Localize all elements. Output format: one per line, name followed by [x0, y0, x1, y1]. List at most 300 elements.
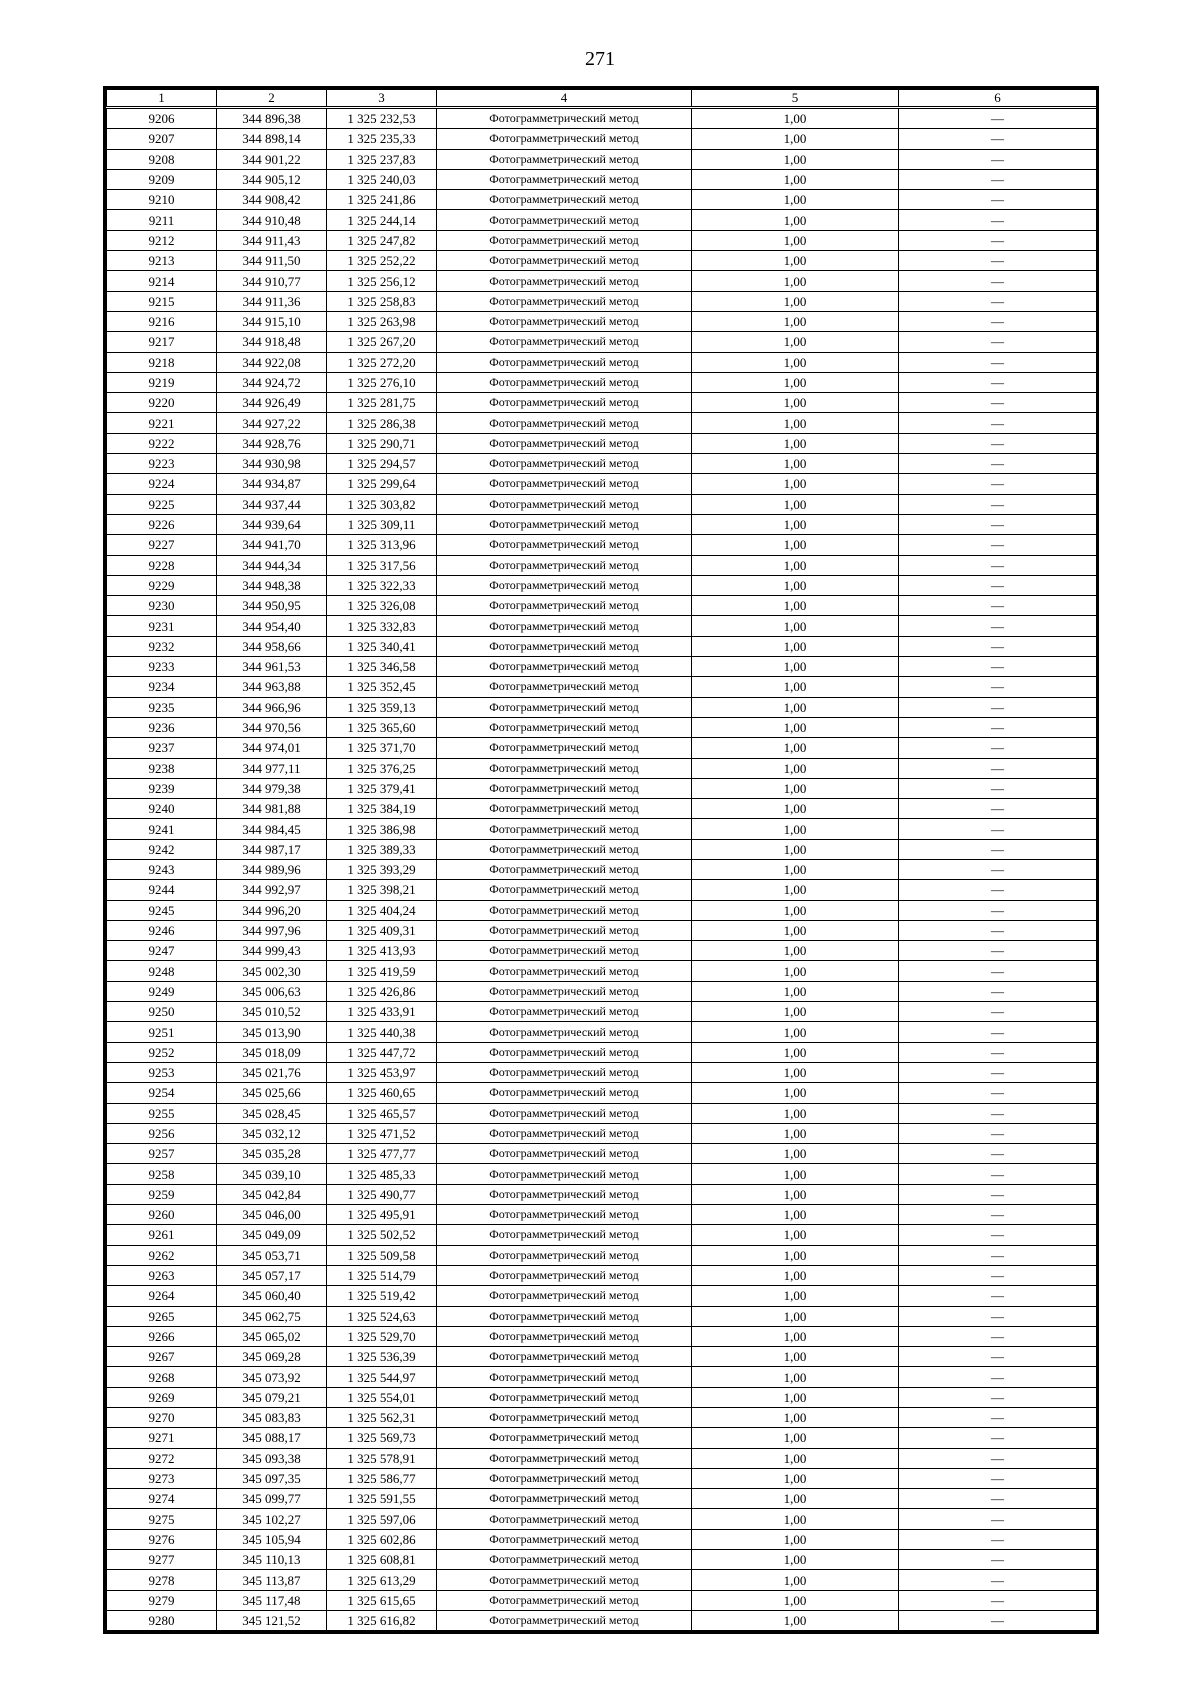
- y-coordinate-cell: 1 325 258,83: [327, 291, 437, 311]
- x-coordinate-cell: 344 966,96: [217, 697, 327, 717]
- point-number-cell: 9258: [107, 1164, 217, 1184]
- point-number-cell: 9242: [107, 839, 217, 859]
- accuracy-cell: 1,00: [692, 108, 899, 129]
- note-cell: —: [899, 1022, 1097, 1042]
- point-number-cell: 9220: [107, 393, 217, 413]
- note-cell: —: [899, 1550, 1097, 1570]
- x-coordinate-cell: 344 958,66: [217, 636, 327, 656]
- accuracy-cell: 1,00: [692, 1225, 899, 1245]
- point-number-cell: 9260: [107, 1205, 217, 1225]
- note-cell: —: [899, 657, 1097, 677]
- method-cell: Фотограмметрический метод: [437, 311, 692, 331]
- note-cell: —: [899, 1245, 1097, 1265]
- point-number-cell: 9240: [107, 799, 217, 819]
- x-coordinate-cell: 344 939,64: [217, 514, 327, 534]
- x-coordinate-cell: 345 035,28: [217, 1144, 327, 1164]
- method-cell: Фотограмметрический метод: [437, 291, 692, 311]
- y-coordinate-cell: 1 325 447,72: [327, 1042, 437, 1062]
- x-coordinate-cell: 344 963,88: [217, 677, 327, 697]
- method-cell: Фотограмметрический метод: [437, 1042, 692, 1062]
- method-cell: Фотограмметрический метод: [437, 1570, 692, 1590]
- x-coordinate-cell: 345 018,09: [217, 1042, 327, 1062]
- method-cell: Фотограмметрический метод: [437, 555, 692, 575]
- accuracy-cell: 1,00: [692, 311, 899, 331]
- table-row: [107, 251, 1097, 271]
- accuracy-cell: 1,00: [692, 210, 899, 230]
- point-number-cell: 9206: [107, 108, 217, 129]
- point-number-cell: 9234: [107, 677, 217, 697]
- table-row: [107, 575, 1097, 595]
- point-number-cell: 9208: [107, 149, 217, 169]
- x-coordinate-cell: 344 911,43: [217, 230, 327, 250]
- note-cell: —: [899, 616, 1097, 636]
- point-number-cell: 9266: [107, 1326, 217, 1346]
- x-coordinate-cell: 344 954,40: [217, 616, 327, 636]
- table-row: [107, 1387, 1097, 1407]
- x-coordinate-cell: 345 117,48: [217, 1590, 327, 1610]
- method-cell: Фотограмметрический метод: [437, 900, 692, 920]
- method-cell: Фотограмметрический метод: [437, 230, 692, 250]
- table-row: [107, 149, 1097, 169]
- x-coordinate-cell: 344 974,01: [217, 738, 327, 758]
- method-cell: Фотограмметрический метод: [437, 149, 692, 169]
- table-row: [107, 636, 1097, 656]
- coordinates-table: [106, 89, 1097, 1631]
- y-coordinate-cell: 1 325 299,64: [327, 474, 437, 494]
- y-coordinate-cell: 1 325 616,82: [327, 1610, 437, 1630]
- method-cell: Фотограмметрический метод: [437, 1164, 692, 1184]
- point-number-cell: 9238: [107, 758, 217, 778]
- x-coordinate-cell: 344 901,22: [217, 149, 327, 169]
- accuracy-cell: 1,00: [692, 413, 899, 433]
- table-row: [107, 1265, 1097, 1285]
- column-header: 1: [107, 90, 217, 108]
- method-cell: Фотограмметрический метод: [437, 920, 692, 940]
- accuracy-cell: 1,00: [692, 1306, 899, 1326]
- table-row: [107, 1448, 1097, 1468]
- x-coordinate-cell: 345 021,76: [217, 1062, 327, 1082]
- point-number-cell: 9246: [107, 920, 217, 940]
- point-number-cell: 9219: [107, 372, 217, 392]
- x-coordinate-cell: 344 970,56: [217, 717, 327, 737]
- accuracy-cell: 1,00: [692, 1509, 899, 1529]
- method-cell: Фотограмметрический метод: [437, 251, 692, 271]
- x-coordinate-cell: 345 110,13: [217, 1550, 327, 1570]
- note-cell: —: [899, 1610, 1097, 1630]
- table-row: [107, 1468, 1097, 1488]
- point-number-cell: 9257: [107, 1144, 217, 1164]
- accuracy-cell: 1,00: [692, 372, 899, 392]
- point-number-cell: 9221: [107, 413, 217, 433]
- method-cell: Фотограмметрический метод: [437, 738, 692, 758]
- column-header: 3: [327, 90, 437, 108]
- point-number-cell: 9253: [107, 1062, 217, 1082]
- y-coordinate-cell: 1 325 419,59: [327, 961, 437, 981]
- table-row: [107, 941, 1097, 961]
- y-coordinate-cell: 1 325 386,98: [327, 819, 437, 839]
- y-coordinate-cell: 1 325 519,42: [327, 1286, 437, 1306]
- y-coordinate-cell: 1 325 365,60: [327, 717, 437, 737]
- table-row: [107, 738, 1097, 758]
- table-row: [107, 474, 1097, 494]
- accuracy-cell: 1,00: [692, 941, 899, 961]
- table-row: [107, 454, 1097, 474]
- column-header: 5: [692, 90, 899, 108]
- y-coordinate-cell: 1 325 272,20: [327, 352, 437, 372]
- x-coordinate-cell: 344 898,14: [217, 129, 327, 149]
- point-number-cell: 9239: [107, 778, 217, 798]
- x-coordinate-cell: 345 065,02: [217, 1326, 327, 1346]
- column-header: 2: [217, 90, 327, 108]
- point-number-cell: 9243: [107, 859, 217, 879]
- method-cell: Фотограмметрический метод: [437, 1184, 692, 1204]
- accuracy-cell: 1,00: [692, 1590, 899, 1610]
- accuracy-cell: 1,00: [692, 596, 899, 616]
- x-coordinate-cell: 344 915,10: [217, 311, 327, 331]
- y-coordinate-cell: 1 325 426,86: [327, 981, 437, 1001]
- y-coordinate-cell: 1 325 317,56: [327, 555, 437, 575]
- method-cell: Фотограмметрический метод: [437, 352, 692, 372]
- y-coordinate-cell: 1 325 286,38: [327, 413, 437, 433]
- y-coordinate-cell: 1 325 597,06: [327, 1509, 437, 1529]
- note-cell: —: [899, 1144, 1097, 1164]
- x-coordinate-cell: 344 924,72: [217, 372, 327, 392]
- method-cell: Фотограмметрический метод: [437, 616, 692, 636]
- note-cell: —: [899, 758, 1097, 778]
- method-cell: Фотограмметрический метод: [437, 1083, 692, 1103]
- x-coordinate-cell: 344 997,96: [217, 920, 327, 940]
- table-row: [107, 1367, 1097, 1387]
- point-number-cell: 9274: [107, 1489, 217, 1509]
- table-row: [107, 1184, 1097, 1204]
- point-number-cell: 9278: [107, 1570, 217, 1590]
- point-number-cell: 9247: [107, 941, 217, 961]
- method-cell: Фотограмметрический метод: [437, 1489, 692, 1509]
- point-number-cell: 9261: [107, 1225, 217, 1245]
- accuracy-cell: 1,00: [692, 697, 899, 717]
- accuracy-cell: 1,00: [692, 514, 899, 534]
- note-cell: —: [899, 393, 1097, 413]
- note-cell: —: [899, 1408, 1097, 1428]
- note-cell: —: [899, 596, 1097, 616]
- point-number-cell: 9212: [107, 230, 217, 250]
- y-coordinate-cell: 1 325 613,29: [327, 1570, 437, 1590]
- method-cell: Фотограмметрический метод: [437, 169, 692, 189]
- note-cell: —: [899, 555, 1097, 575]
- y-coordinate-cell: 1 325 352,45: [327, 677, 437, 697]
- accuracy-cell: 1,00: [692, 575, 899, 595]
- x-coordinate-cell: 345 093,38: [217, 1448, 327, 1468]
- table-row: [107, 393, 1097, 413]
- x-coordinate-cell: 344 910,77: [217, 271, 327, 291]
- method-cell: Фотограмметрический метод: [437, 799, 692, 819]
- point-number-cell: 9216: [107, 311, 217, 331]
- table-row: [107, 413, 1097, 433]
- accuracy-cell: 1,00: [692, 1428, 899, 1448]
- table-row: [107, 514, 1097, 534]
- method-cell: Фотограмметрический метод: [437, 433, 692, 453]
- page-number: 271: [585, 48, 615, 70]
- x-coordinate-cell: 345 121,52: [217, 1610, 327, 1630]
- note-cell: —: [899, 251, 1097, 271]
- point-number-cell: 9270: [107, 1408, 217, 1428]
- note-cell: —: [899, 697, 1097, 717]
- point-number-cell: 9263: [107, 1265, 217, 1285]
- accuracy-cell: 1,00: [692, 677, 899, 697]
- table-row: [107, 657, 1097, 677]
- table-header-row: [107, 90, 1097, 108]
- accuracy-cell: 1,00: [692, 129, 899, 149]
- method-cell: Фотограмметрический метод: [437, 1529, 692, 1549]
- method-cell: Фотограмметрический метод: [437, 1022, 692, 1042]
- note-cell: —: [899, 778, 1097, 798]
- table-row: [107, 799, 1097, 819]
- y-coordinate-cell: 1 325 569,73: [327, 1428, 437, 1448]
- point-number-cell: 9222: [107, 433, 217, 453]
- y-coordinate-cell: 1 325 591,55: [327, 1489, 437, 1509]
- accuracy-cell: 1,00: [692, 778, 899, 798]
- y-coordinate-cell: 1 325 440,38: [327, 1022, 437, 1042]
- point-number-cell: 9215: [107, 291, 217, 311]
- note-cell: —: [899, 900, 1097, 920]
- accuracy-cell: 1,00: [692, 1347, 899, 1367]
- accuracy-cell: 1,00: [692, 271, 899, 291]
- point-number-cell: 9210: [107, 190, 217, 210]
- y-coordinate-cell: 1 325 303,82: [327, 494, 437, 514]
- x-coordinate-cell: 344 996,20: [217, 900, 327, 920]
- method-cell: Фотограмметрический метод: [437, 859, 692, 879]
- y-coordinate-cell: 1 325 524,63: [327, 1306, 437, 1326]
- y-coordinate-cell: 1 325 263,98: [327, 311, 437, 331]
- y-coordinate-cell: 1 325 586,77: [327, 1468, 437, 1488]
- method-cell: Фотограмметрический метод: [437, 677, 692, 697]
- method-cell: Фотограмметрический метод: [437, 1144, 692, 1164]
- accuracy-cell: 1,00: [692, 1002, 899, 1022]
- accuracy-cell: 1,00: [692, 819, 899, 839]
- table-row: [107, 616, 1097, 636]
- x-coordinate-cell: 344 941,70: [217, 535, 327, 555]
- note-cell: —: [899, 1042, 1097, 1062]
- x-coordinate-cell: 345 113,87: [217, 1570, 327, 1590]
- method-cell: Фотограмметрический метод: [437, 1347, 692, 1367]
- accuracy-cell: 1,00: [692, 251, 899, 271]
- note-cell: —: [899, 738, 1097, 758]
- note-cell: —: [899, 1448, 1097, 1468]
- method-cell: Фотограмметрический метод: [437, 1509, 692, 1529]
- y-coordinate-cell: 1 325 615,65: [327, 1590, 437, 1610]
- note-cell: —: [899, 1387, 1097, 1407]
- accuracy-cell: 1,00: [692, 1529, 899, 1549]
- accuracy-cell: 1,00: [692, 717, 899, 737]
- y-coordinate-cell: 1 325 247,82: [327, 230, 437, 250]
- point-number-cell: 9280: [107, 1610, 217, 1630]
- table-row: [107, 758, 1097, 778]
- y-coordinate-cell: 1 325 267,20: [327, 332, 437, 352]
- x-coordinate-cell: 344 927,22: [217, 413, 327, 433]
- table-row: [107, 981, 1097, 1001]
- accuracy-cell: 1,00: [692, 616, 899, 636]
- y-coordinate-cell: 1 325 608,81: [327, 1550, 437, 1570]
- point-number-cell: 9249: [107, 981, 217, 1001]
- accuracy-cell: 1,00: [692, 859, 899, 879]
- note-cell: —: [899, 1123, 1097, 1143]
- point-number-cell: 9275: [107, 1509, 217, 1529]
- y-coordinate-cell: 1 325 359,13: [327, 697, 437, 717]
- point-number-cell: 9269: [107, 1387, 217, 1407]
- y-coordinate-cell: 1 325 554,01: [327, 1387, 437, 1407]
- accuracy-cell: 1,00: [692, 1103, 899, 1123]
- accuracy-cell: 1,00: [692, 657, 899, 677]
- note-cell: —: [899, 636, 1097, 656]
- point-number-cell: 9251: [107, 1022, 217, 1042]
- table-row: [107, 697, 1097, 717]
- point-number-cell: 9235: [107, 697, 217, 717]
- method-cell: Фотограмметрический метод: [437, 1245, 692, 1265]
- point-number-cell: 9232: [107, 636, 217, 656]
- y-coordinate-cell: 1 325 237,83: [327, 149, 437, 169]
- note-cell: —: [899, 1468, 1097, 1488]
- table-row: [107, 1347, 1097, 1367]
- note-cell: —: [899, 1103, 1097, 1123]
- x-coordinate-cell: 345 032,12: [217, 1123, 327, 1143]
- accuracy-cell: 1,00: [692, 1144, 899, 1164]
- note-cell: —: [899, 941, 1097, 961]
- y-coordinate-cell: 1 325 413,93: [327, 941, 437, 961]
- method-cell: Фотограмметрический метод: [437, 717, 692, 737]
- accuracy-cell: 1,00: [692, 1468, 899, 1488]
- method-cell: Фотограмметрический метод: [437, 778, 692, 798]
- y-coordinate-cell: 1 325 409,31: [327, 920, 437, 940]
- note-cell: —: [899, 1083, 1097, 1103]
- accuracy-cell: 1,00: [692, 1610, 899, 1630]
- y-coordinate-cell: 1 325 514,79: [327, 1265, 437, 1285]
- column-header: 4: [437, 90, 692, 108]
- table-row: [107, 717, 1097, 737]
- method-cell: Фотограмметрический метод: [437, 535, 692, 555]
- method-cell: Фотограмметрический метод: [437, 941, 692, 961]
- note-cell: —: [899, 1590, 1097, 1610]
- y-coordinate-cell: 1 325 241,86: [327, 190, 437, 210]
- method-cell: Фотограмметрический метод: [437, 1610, 692, 1630]
- accuracy-cell: 1,00: [692, 494, 899, 514]
- y-coordinate-cell: 1 325 393,29: [327, 859, 437, 879]
- y-coordinate-cell: 1 325 471,52: [327, 1123, 437, 1143]
- method-cell: Фотограмметрический метод: [437, 1590, 692, 1610]
- note-cell: —: [899, 819, 1097, 839]
- table-row: [107, 1570, 1097, 1590]
- y-coordinate-cell: 1 325 404,24: [327, 900, 437, 920]
- method-cell: Фотограмметрический метод: [437, 1002, 692, 1022]
- table-row: [107, 332, 1097, 352]
- point-number-cell: 9259: [107, 1184, 217, 1204]
- table-row: [107, 1164, 1097, 1184]
- x-coordinate-cell: 345 039,10: [217, 1164, 327, 1184]
- x-coordinate-cell: 345 088,17: [217, 1428, 327, 1448]
- note-cell: —: [899, 1164, 1097, 1184]
- note-cell: —: [899, 1326, 1097, 1346]
- x-coordinate-cell: 345 046,00: [217, 1205, 327, 1225]
- method-cell: Фотограмметрический метод: [437, 1448, 692, 1468]
- table-row: [107, 311, 1097, 331]
- coordinates-table-frame: [103, 86, 1099, 1634]
- x-coordinate-cell: 344 987,17: [217, 839, 327, 859]
- note-cell: —: [899, 169, 1097, 189]
- point-number-cell: 9230: [107, 596, 217, 616]
- method-cell: Фотограмметрический метод: [437, 596, 692, 616]
- method-cell: Фотограмметрический метод: [437, 129, 692, 149]
- table-row: [107, 1286, 1097, 1306]
- table-row: [107, 819, 1097, 839]
- table-row: [107, 1144, 1097, 1164]
- table-row: [107, 169, 1097, 189]
- accuracy-cell: 1,00: [692, 1205, 899, 1225]
- y-coordinate-cell: 1 325 529,70: [327, 1326, 437, 1346]
- accuracy-cell: 1,00: [692, 1022, 899, 1042]
- point-number-cell: 9214: [107, 271, 217, 291]
- x-coordinate-cell: 345 042,84: [217, 1184, 327, 1204]
- table-row: [107, 108, 1097, 129]
- note-cell: —: [899, 677, 1097, 697]
- note-cell: —: [899, 575, 1097, 595]
- point-number-cell: 9209: [107, 169, 217, 189]
- method-cell: Фотограмметрический метод: [437, 981, 692, 1001]
- accuracy-cell: 1,00: [692, 1408, 899, 1428]
- x-coordinate-cell: 345 049,09: [217, 1225, 327, 1245]
- accuracy-cell: 1,00: [692, 149, 899, 169]
- y-coordinate-cell: 1 325 332,83: [327, 616, 437, 636]
- x-coordinate-cell: 344 984,45: [217, 819, 327, 839]
- note-cell: —: [899, 920, 1097, 940]
- x-coordinate-cell: 344 989,96: [217, 859, 327, 879]
- x-coordinate-cell: 345 069,28: [217, 1347, 327, 1367]
- note-cell: —: [899, 880, 1097, 900]
- method-cell: Фотограмметрический метод: [437, 108, 692, 129]
- y-coordinate-cell: 1 325 602,86: [327, 1529, 437, 1549]
- table-row: [107, 1205, 1097, 1225]
- note-cell: —: [899, 799, 1097, 819]
- y-coordinate-cell: 1 325 384,19: [327, 799, 437, 819]
- y-coordinate-cell: 1 325 562,31: [327, 1408, 437, 1428]
- y-coordinate-cell: 1 325 544,97: [327, 1367, 437, 1387]
- y-coordinate-cell: 1 325 290,71: [327, 433, 437, 453]
- note-cell: —: [899, 1265, 1097, 1285]
- accuracy-cell: 1,00: [692, 433, 899, 453]
- y-coordinate-cell: 1 325 340,41: [327, 636, 437, 656]
- table-row: [107, 1428, 1097, 1448]
- note-cell: —: [899, 1225, 1097, 1245]
- table-row: [107, 1103, 1097, 1123]
- y-coordinate-cell: 1 325 252,22: [327, 251, 437, 271]
- x-coordinate-cell: 345 010,52: [217, 1002, 327, 1022]
- point-number-cell: 9223: [107, 454, 217, 474]
- accuracy-cell: 1,00: [692, 393, 899, 413]
- x-coordinate-cell: 345 102,27: [217, 1509, 327, 1529]
- note-cell: —: [899, 1489, 1097, 1509]
- x-coordinate-cell: 345 002,30: [217, 961, 327, 981]
- table-row: [107, 778, 1097, 798]
- y-coordinate-cell: 1 325 232,53: [327, 108, 437, 129]
- point-number-cell: 9250: [107, 1002, 217, 1022]
- method-cell: Фотограмметрический метод: [437, 1387, 692, 1407]
- point-number-cell: 9226: [107, 514, 217, 534]
- table-row: [107, 1489, 1097, 1509]
- x-coordinate-cell: 344 896,38: [217, 108, 327, 129]
- accuracy-cell: 1,00: [692, 190, 899, 210]
- x-coordinate-cell: 345 105,94: [217, 1529, 327, 1549]
- accuracy-cell: 1,00: [692, 1448, 899, 1468]
- point-number-cell: 9237: [107, 738, 217, 758]
- method-cell: Фотограмметрический метод: [437, 271, 692, 291]
